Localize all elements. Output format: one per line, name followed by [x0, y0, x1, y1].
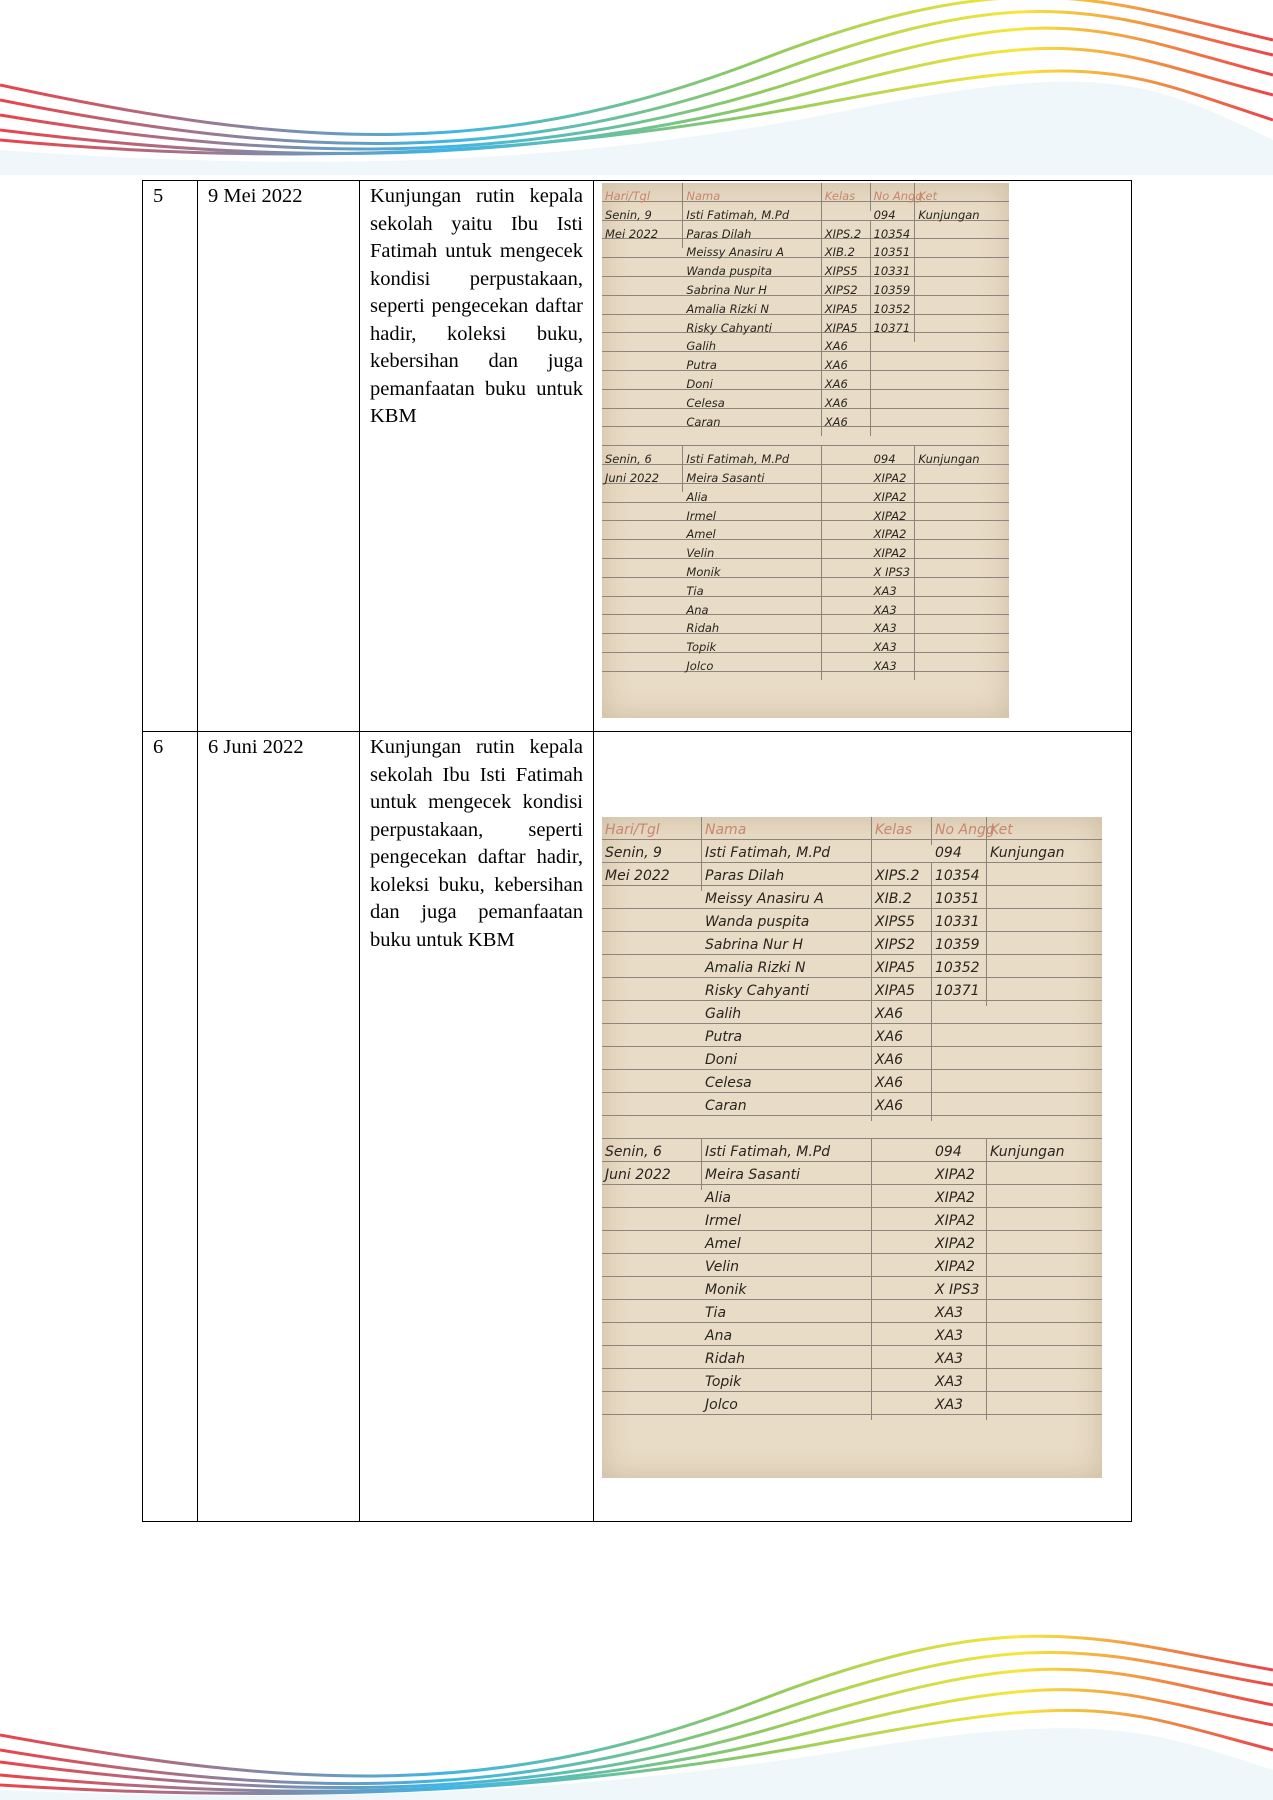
sheet-cell: Ket: [918, 189, 938, 203]
sheet-cell: XA6: [872, 1001, 932, 1029]
sheet-cell: Irmel: [683, 503, 821, 531]
sheet-cell: Senin, 9: [602, 202, 683, 230]
sheet-cell: XIPA5: [872, 955, 932, 983]
sheet-cell: Caran: [683, 409, 821, 437]
sheet-cell: Putra: [702, 1024, 872, 1052]
sheet-cell: Topik: [683, 634, 821, 662]
sheet-cell: 10352: [932, 955, 987, 983]
sheet-cell: Sabrina Nur H: [702, 932, 872, 960]
sheet-cell: XIPA2: [871, 465, 916, 493]
sheet-cell: Mei 2022: [602, 863, 702, 891]
sheet-cell: Velin: [683, 540, 821, 568]
sheet-cell: X IPS3: [932, 1277, 987, 1305]
sheet-cell: 094: [871, 202, 916, 230]
sheet-cell: Galih: [702, 1001, 872, 1029]
sheet-cell: Celesa: [683, 390, 821, 418]
sheet-cell: Amel: [702, 1231, 872, 1259]
sheet-entry-row: [602, 315, 1009, 334]
sheet-entry-row: [602, 1070, 1102, 1093]
sheet-entry-row: [602, 352, 1009, 371]
sheet-cell: XIPS.2: [822, 221, 871, 249]
row-photo-cell: [594, 732, 1132, 1522]
sheet-entry-row: [602, 503, 1009, 522]
sheet-cell: Kunjungan: [918, 207, 980, 222]
sheet-cell: 094: [871, 446, 916, 474]
sheet-cell: Amalia Rizki N: [702, 955, 872, 983]
sheet-cell: Ana: [702, 1323, 872, 1351]
sheet-cell: Alia: [702, 1185, 872, 1213]
sheet-cell: No Angg: [932, 817, 987, 845]
sheet-entry-row: [602, 1093, 1102, 1116]
sheet-cell: 10359: [932, 932, 987, 960]
sheet-cell: XA6: [822, 333, 871, 361]
sheet-entry-row: [602, 1139, 1102, 1162]
sheet-entry-row: [602, 1277, 1102, 1300]
sheet-entry-row: [602, 1047, 1102, 1070]
sheet-entry-row: [602, 978, 1102, 1001]
row-date: 6 Juni 2022: [198, 732, 360, 1522]
sheet-cell: XIB.2: [872, 886, 932, 914]
table-row: [143, 732, 1132, 1522]
sheet-cell: XA3: [871, 653, 916, 681]
sheet-cell: XA3: [932, 1392, 987, 1420]
sheet-cell: 10359: [871, 277, 916, 305]
sheet-cell: XA6: [872, 1047, 932, 1075]
sheet-cell: 10371: [932, 978, 987, 1006]
sheet-entry-row: [602, 1369, 1102, 1392]
sheet-cell: XIPA2: [932, 1231, 987, 1259]
sheet-cell: Tia: [683, 578, 821, 606]
sheet-cell: Isti Fatimah, M.Pd: [683, 446, 821, 474]
sheet-entry-row: [602, 1254, 1102, 1277]
sheet-entry-row: [602, 333, 1009, 352]
sheet-cell: XIPA5: [872, 978, 932, 1006]
row-photo-cell: [594, 181, 1132, 732]
sheet-cell: Doni: [702, 1047, 872, 1075]
decorative-wave-top: [0, 0, 1273, 175]
sheet-entry-row: [602, 540, 1009, 559]
sheet-cell: Sabrina Nur H: [683, 277, 821, 305]
sheet-cell: Topik: [702, 1369, 872, 1397]
sheet-cell: Paras Dilah: [702, 863, 872, 891]
sheet-entry-row: [602, 1024, 1102, 1047]
sheet-cell: Senin, 9: [602, 840, 702, 868]
sheet-entry-row: [602, 371, 1009, 390]
sheet-entry-row: [602, 559, 1009, 578]
sheet-entry-row: [602, 202, 1009, 221]
sheet-cell: Kunjungan: [918, 452, 980, 467]
row-number: 5: [143, 181, 198, 732]
sheet-cell: XIPA2: [932, 1162, 987, 1190]
sheet-cell: Velin: [702, 1254, 872, 1282]
sheet-entry-row: [602, 840, 1102, 863]
sheet-cell: Celesa: [702, 1070, 872, 1098]
sheet-cell: Juni 2022: [602, 1162, 702, 1190]
sheet-cell: Senin, 6: [602, 1139, 702, 1167]
sheet-cell: Isti Fatimah, M.Pd: [702, 1139, 872, 1167]
sheet-cell: Hari/Tgl: [602, 183, 683, 211]
sheet-entry-row: [602, 1231, 1102, 1254]
row-date: 9 Mei 2022: [198, 181, 360, 732]
sheet-cell: XA6: [872, 1024, 932, 1052]
sheet-cell: Tia: [702, 1300, 872, 1328]
sheet-cell: Mei 2022: [602, 221, 683, 249]
sheet-cell: Isti Fatimah, M.Pd: [683, 202, 821, 230]
sheet-cell: Monik: [702, 1277, 872, 1305]
sheet-cell: XA6: [822, 371, 871, 399]
sheet-cell: Caran: [702, 1093, 872, 1121]
sheet-cell: Ket: [990, 822, 1013, 838]
sheet-cell: XA6: [822, 352, 871, 380]
sheet-entry-row: [602, 277, 1009, 296]
sheet-cell: 10331: [871, 258, 916, 286]
sheet-cell: XA3: [871, 597, 916, 625]
sheet-cell: Kelas: [872, 817, 932, 845]
sheet-cell: XIPA5: [822, 315, 871, 343]
sheet-entry-row: [602, 409, 1009, 428]
sheet-entry-row: [602, 1300, 1102, 1323]
sheet-cell: XIPS2: [872, 932, 932, 960]
sheet-cell: XIPA2: [871, 503, 916, 531]
sheet-entry-row: [602, 597, 1009, 616]
sheet-entry-row: [602, 1323, 1102, 1346]
sheet-cell: 10352: [871, 296, 916, 324]
sheet-cell: Jolco: [702, 1392, 872, 1420]
sheet-cell: XIPS5: [822, 258, 871, 286]
sheet-cell: Hari/Tgl: [602, 817, 702, 845]
sheet-entry-row: [602, 1346, 1102, 1369]
sheet-cell: 10351: [871, 239, 916, 267]
sheet-cell: Ridah: [683, 615, 821, 643]
sheet-entry-row: [602, 653, 1009, 672]
sheet-cell: XIPA2: [871, 540, 916, 568]
sheet-cell: XIPA2: [932, 1185, 987, 1213]
sheet-cell: Ana: [683, 597, 821, 625]
sheet-cell: XA3: [932, 1300, 987, 1328]
sheet-cell: Doni: [683, 371, 821, 399]
sheet-cell: XIPA2: [871, 484, 916, 512]
sheet-entry-row: [602, 1208, 1102, 1231]
attendance-sheet-photo: [602, 817, 1102, 1478]
sheet-cell: XA3: [871, 615, 916, 643]
sheet-cell: XA3: [932, 1323, 987, 1351]
sheet-cell: XA3: [871, 578, 916, 606]
sheet-cell: Ridah: [702, 1346, 872, 1374]
activity-log-table: [142, 180, 1132, 1522]
row-description: Kunjungan rutin kepala sekolah yaitu Ibu Isti Fatimah untuk mengecek kondisi perpustakaan, seperti pengecekan daftar hadir, koleksi buku, kebersihan dan juga pemanfaatan buku untuk KBM: [360, 181, 594, 732]
sheet-entry-row: [602, 258, 1009, 277]
sheet-entry-row: [602, 1392, 1102, 1415]
sheet-entry-row: [602, 932, 1102, 955]
sheet-cell: XIPA2: [871, 521, 916, 549]
sheet-cell: Wanda puspita: [702, 909, 872, 937]
sheet-cell: Kunjungan: [990, 1144, 1065, 1160]
sheet-cell: XA3: [932, 1369, 987, 1397]
sheet-cell: Kelas: [822, 183, 871, 211]
sheet-header-row: [602, 817, 1102, 840]
sheet-entry-row: [602, 578, 1009, 597]
sheet-cell: XIPS5: [872, 909, 932, 937]
sheet-cell: Meissy Anasiru A: [702, 886, 872, 914]
sheet-cell: 10351: [932, 886, 987, 914]
sheet-cell: Jolco: [683, 653, 821, 681]
sheet-cell: Alia: [683, 484, 821, 512]
sheet-cell: Amel: [683, 521, 821, 549]
sheet-entry-row: [602, 446, 1009, 465]
sheet-cell: Meissy Anasiru A: [683, 239, 821, 267]
sheet-cell: Galih: [683, 333, 821, 361]
sheet-cell: 094: [932, 840, 987, 868]
sheet-cell: Nama: [683, 183, 821, 211]
sheet-entry-row: [602, 390, 1009, 409]
sheet-cell: Wanda puspita: [683, 258, 821, 286]
sheet-cell: XIPS2: [822, 277, 871, 305]
sheet-cell: 094: [932, 1139, 987, 1167]
sheet-cell: Nama: [702, 817, 872, 845]
sheet-cell: 10354: [871, 221, 916, 249]
sheet-cell: 10371: [871, 315, 916, 343]
sheet-cell: Putra: [683, 352, 821, 380]
row-description: Kunjungan rutin kepala sekolah Ibu Isti Fatimah untuk mengecek kondisi perpustakaan, seperti pengecekan daftar hadir, koleksi buku, kebersihan dan juga pemanfaatan buku untuk KBM: [360, 732, 594, 1522]
sheet-cell: Kunjungan: [990, 845, 1065, 861]
attendance-sheet-photo: [602, 183, 1009, 718]
sheet-cell: XIPA2: [932, 1254, 987, 1282]
sheet-entry-row: [602, 296, 1009, 315]
sheet-entry-row: [602, 909, 1102, 932]
sheet-cell: 10331: [932, 909, 987, 937]
row-number: 6: [143, 732, 198, 1522]
sheet-entry-row: [602, 615, 1009, 634]
sheet-entry-row: [602, 521, 1009, 540]
sheet-cell: XIPS.2: [872, 863, 932, 891]
sheet-cell: Meira Sasanti: [683, 465, 821, 493]
decorative-wave-bottom: [0, 1640, 1273, 1800]
sheet-cell: Meira Sasanti: [702, 1162, 872, 1190]
sheet-cell: XA6: [872, 1070, 932, 1098]
sheet-cell: 10354: [932, 863, 987, 891]
sheet-header-row: [602, 183, 1009, 202]
sheet-cell: XA6: [822, 390, 871, 418]
sheet-cell: Senin, 6: [602, 446, 683, 474]
sheet-cell: XA6: [872, 1093, 932, 1121]
table-row: [143, 181, 1132, 732]
sheet-cell: XA6: [822, 409, 871, 437]
sheet-cell: No Angg: [871, 183, 916, 211]
sheet-cell: X IPS3: [871, 559, 916, 587]
sheet-cell: Juni 2022: [602, 465, 683, 493]
sheet-entry-row: [602, 955, 1102, 978]
sheet-entry-row: [602, 634, 1009, 653]
sheet-entry-row: [602, 1001, 1102, 1024]
sheet-cell: XIPA2: [932, 1208, 987, 1236]
sheet-cell: Amalia Rizki N: [683, 296, 821, 324]
sheet-cell: XIB.2: [822, 239, 871, 267]
sheet-cell: Paras Dilah: [683, 221, 821, 249]
sheet-cell: Risky Cahyanti: [683, 315, 821, 343]
sheet-cell: XIPA5: [822, 296, 871, 324]
sheet-cell: Isti Fatimah, M.Pd: [702, 840, 872, 868]
sheet-cell: Risky Cahyanti: [702, 978, 872, 1006]
sheet-cell: XA3: [932, 1346, 987, 1374]
sheet-cell: XA3: [871, 634, 916, 662]
sheet-cell: Irmel: [702, 1208, 872, 1236]
sheet-cell: Monik: [683, 559, 821, 587]
